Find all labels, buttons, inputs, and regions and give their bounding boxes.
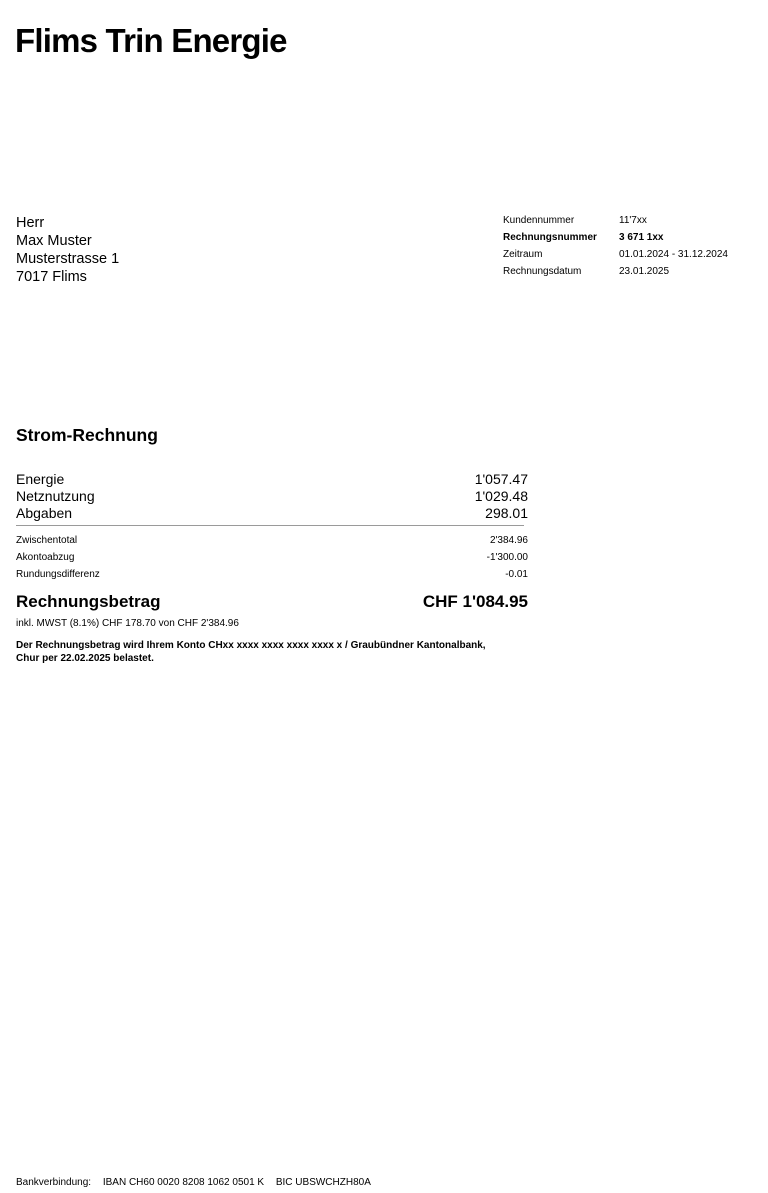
meta-row-invoice-number [503,229,728,246]
bank-bic: BIC UBSWCHZH80A [275,1177,371,1188]
subtotal-row [16,549,528,566]
subtotal-amount: 2'384.96 [489,535,528,546]
meta-value: 3 671 1xx [619,232,664,243]
subtotal-amount: -1'300.00 [486,552,528,563]
meta-label: Kundennummer [503,215,575,226]
meta-value: 01.01.2024 - 31.12.2024 [619,249,728,260]
meta-value: 23.01.2025 [619,266,670,277]
recipient-address [16,214,119,286]
recipient-name: Max Muster [16,233,92,249]
meta-value: 11'7xx [619,215,647,226]
recipient-street: Musterstrasse 1 [16,251,120,267]
invoice-title: Strom-Rechnung [16,425,158,445]
line-item [16,471,528,488]
bank-details [16,1176,380,1190]
meta-row-period [503,246,728,263]
subtotal-divider [16,525,524,526]
total-amount: CHF 1'084.95 [422,592,528,611]
total-label: Rechnungsbetrag [16,592,161,611]
subtotal-label: Akontoabzug [16,552,75,563]
line-item [16,488,528,505]
invoice-meta [503,212,728,280]
company-logo: Flims Trin Energie [15,22,287,59]
line-item-label: Abgaben [16,505,73,521]
subtotal-amount: -0.01 [505,569,528,580]
line-item-label: Energie [16,471,65,487]
line-item-amount: 1'057.47 [474,471,528,487]
subtotal-label: Zwischentotal [16,535,78,546]
meta-label: Zeitraum [503,249,543,260]
meta-row-customer-number [503,212,728,229]
meta-label: Rechnungsdatum [503,266,582,277]
debit-note: Der Rechnungsbetrag wird Ihrem Konto CHxx xxxx xxxx xxxx xxxx x / Graubündner Kantonalbank, Chur per 22.02.2025 belastet. [16,640,486,664]
line-item-amount: 1'029.48 [474,488,528,504]
meta-label: Rechnungsnummer [503,232,597,243]
invoice-line-items [16,471,528,522]
line-item [16,505,528,522]
recipient-city: 7017 Flims [16,269,87,285]
bank-details-label: Bankverbindung: [16,1177,92,1188]
bank-iban: IBAN CH60 0020 8208 1062 0501 K [102,1177,265,1188]
meta-row-invoice-date [503,263,728,280]
invoice-total [16,591,528,613]
subtotal-label: Rundungsdifferenz [16,569,100,580]
recipient-salutation: Herr [16,215,45,231]
vat-note: inkl. MWST (8.1%) CHF 178.70 von CHF 2'384.96 [16,618,239,629]
invoice-subtotals [16,532,528,583]
line-item-amount: 298.01 [485,505,528,521]
subtotal-row [16,532,528,549]
subtotal-row [16,566,528,583]
line-item-label: Netznutzung [16,488,95,504]
